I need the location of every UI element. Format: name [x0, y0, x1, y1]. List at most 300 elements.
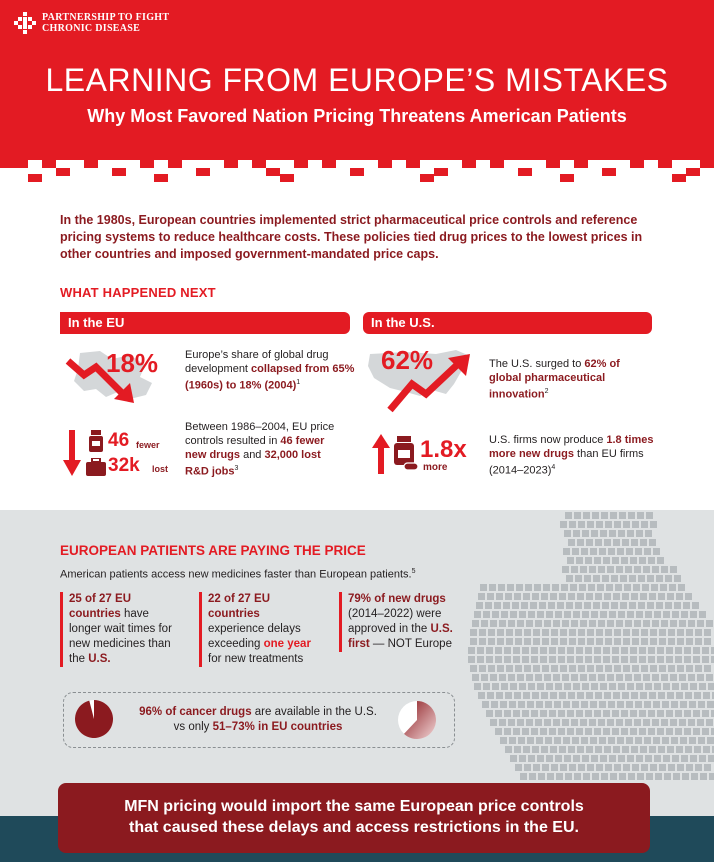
map-dot: [526, 674, 533, 681]
map-dot: [679, 719, 686, 726]
map-dot: [556, 773, 563, 780]
map-dot: [505, 692, 512, 699]
map-dot: [648, 728, 655, 735]
map-dot: [560, 638, 567, 645]
map-dot: [670, 566, 677, 573]
map-dot: [553, 674, 560, 681]
map-dot: [630, 647, 637, 654]
col1-a: 25 of 27 EU countries: [69, 593, 131, 620]
map-dot: [656, 602, 663, 609]
map-dot: [605, 665, 612, 672]
map-dot: [524, 764, 531, 771]
stat-column-approved-first: [339, 592, 454, 652]
map-dot: [568, 692, 575, 699]
map-dot: [686, 629, 693, 636]
map-dot: [617, 548, 624, 555]
map-dot: [566, 602, 573, 609]
pixel-block: [546, 160, 560, 168]
map-dot: [695, 638, 702, 645]
map-dot: [573, 530, 580, 537]
map-dot: [586, 692, 593, 699]
map-dot: [578, 521, 585, 528]
map-dot: [560, 521, 567, 528]
eu-pc-text-d: 32,000 lost R&D jobs: [185, 449, 321, 478]
map-dot: [650, 638, 657, 645]
patients-subheading-text: American patients access new medicines faster than European patients.: [60, 568, 412, 581]
map-dot: [694, 746, 701, 753]
map-dot: [617, 701, 624, 708]
map-dot: [533, 629, 540, 636]
map-dot: [554, 701, 561, 708]
col2-a: 22 of 27 EU countries: [208, 593, 270, 620]
map-dot: [580, 719, 587, 726]
map-dot: [689, 701, 696, 708]
up-arrow-icon: [372, 434, 390, 474]
map-dot: [521, 602, 528, 609]
map-dot: [658, 593, 665, 600]
map-dot: [702, 647, 709, 654]
map-dot: [683, 602, 690, 609]
map-dot: [585, 728, 592, 735]
map-dot: [562, 719, 569, 726]
map-dot: [560, 764, 567, 771]
map-dot: [532, 746, 539, 753]
map-dot: [531, 728, 538, 735]
map-dot: [513, 647, 520, 654]
map-dot: [533, 638, 540, 645]
map-dot: [592, 512, 599, 519]
map-dot: [672, 683, 679, 690]
logo-mark-icon: [14, 12, 36, 34]
map-dot: [499, 674, 506, 681]
map-dot: [661, 719, 668, 726]
map-dot: [578, 665, 585, 672]
eu-fewer-drugs-value: 46: [108, 430, 130, 451]
map-dot: [636, 611, 643, 618]
map-dot: [650, 665, 657, 672]
map-dot: [522, 656, 529, 663]
map-dot: [695, 629, 702, 636]
map-dot: [680, 701, 687, 708]
map-dot: [589, 566, 596, 573]
eu-pc-text-c: and: [240, 449, 265, 461]
us-share-value: 62%: [381, 345, 434, 375]
map-dot: [667, 593, 674, 600]
us-share-text-b: 62% of global pharmaceutical innovation: [489, 358, 620, 401]
map-dot: [595, 593, 602, 600]
map-dot: [667, 746, 674, 753]
map-dot: [697, 620, 704, 627]
map-dot: [595, 539, 602, 546]
map-dot: [616, 566, 623, 573]
intro-paragraph: In the 1980s, European countries implemented strict pharmaceutical price controls and reference pricing systems to reduce healthcare costs. These policies tied drug prices to the lowest prices in other countries and imposed government-mandated price caps.: [60, 213, 643, 261]
map-dot: [487, 593, 494, 600]
map-dot: [639, 728, 646, 735]
map-dot: [668, 638, 675, 645]
map-dot: [586, 746, 593, 753]
map-dot: [619, 512, 626, 519]
footnote-3: 3: [234, 465, 239, 472]
map-dot: [590, 737, 597, 744]
map-dot: [672, 611, 679, 618]
map-dot: [638, 575, 645, 582]
map-dot: [602, 602, 609, 609]
map-dot: [508, 620, 515, 627]
map-dot: [543, 584, 550, 591]
col2-d: for new treatments: [208, 653, 304, 665]
map-dot: [514, 746, 521, 753]
map-dot: [681, 755, 688, 762]
map-dot: [652, 566, 659, 573]
map-dot: [524, 665, 531, 672]
map-dot: [675, 728, 682, 735]
cta-line-1: MFN pricing would import the same European price controls: [124, 798, 584, 815]
pixel-block: [350, 168, 364, 176]
map-dot: [681, 683, 688, 690]
map-dot: [590, 548, 597, 555]
map-dot: [587, 638, 594, 645]
map-dot: [651, 584, 658, 591]
map-dot: [503, 602, 510, 609]
map-dot: [584, 575, 591, 582]
map-dot: [633, 584, 640, 591]
map-dot: [708, 755, 714, 762]
map-dot: [515, 638, 522, 645]
map-dot: [676, 593, 683, 600]
map-dot: [639, 557, 646, 564]
map-dot: [685, 692, 692, 699]
map-dot: [527, 701, 534, 708]
map-dot: [488, 665, 495, 672]
map-dot: [693, 710, 700, 717]
map-dot: [580, 566, 587, 573]
map-dot: [553, 620, 560, 627]
map-dot: [589, 620, 596, 627]
map-dot: [594, 647, 601, 654]
map-dot: [665, 602, 672, 609]
map-dot: [663, 611, 670, 618]
map-dot: [662, 701, 669, 708]
map-dot: [494, 602, 501, 609]
map-dot: [621, 557, 628, 564]
map-dot: [616, 719, 623, 726]
map-dot: [648, 557, 655, 564]
map-dot: [661, 566, 668, 573]
map-dot: [532, 692, 539, 699]
map-dot: [510, 683, 517, 690]
map-dot: [706, 620, 713, 627]
map-dot: [500, 737, 507, 744]
map-dot: [526, 620, 533, 627]
map-dot: [578, 764, 585, 771]
map-dot: [666, 710, 673, 717]
cta-banner: [58, 783, 650, 853]
pixel-block: [84, 160, 98, 168]
eu-fewer-drugs-unit: fewer: [136, 440, 160, 450]
map-dot: [640, 593, 647, 600]
map-dot: [564, 683, 571, 690]
map-dot: [545, 701, 552, 708]
map-dot: [595, 746, 602, 753]
map-dot: [676, 692, 683, 699]
map-dot: [582, 755, 589, 762]
pixel-block: [378, 160, 392, 168]
map-dot: [495, 647, 502, 654]
map-dot: [625, 719, 632, 726]
eu-pc-text-b: 46 fewer new drugs: [185, 435, 325, 461]
map-dot: [641, 521, 648, 528]
map-dot: [534, 584, 541, 591]
map-dot: [582, 683, 589, 690]
col2-b: experience delays exceeding: [208, 623, 301, 650]
map-dot: [677, 764, 684, 771]
map-dot: [677, 638, 684, 645]
map-dot: [639, 647, 646, 654]
map-dot: [666, 728, 673, 735]
map-dot: [558, 710, 565, 717]
map-dot: [634, 674, 641, 681]
footnote-4: 4: [551, 464, 556, 471]
map-dot: [485, 602, 492, 609]
pixel-block: [462, 160, 476, 168]
map-dot: [518, 701, 525, 708]
map-dot: [529, 773, 536, 780]
map-dot: [620, 575, 627, 582]
map-dot: [536, 701, 543, 708]
map-dot: [496, 593, 503, 600]
map-dot: [567, 647, 574, 654]
map-dot: [523, 746, 530, 753]
map-dot: [589, 719, 596, 726]
footnote-2: 2: [544, 388, 549, 395]
map-dot: [537, 611, 544, 618]
map-dot: [504, 728, 511, 735]
map-dot: [489, 584, 496, 591]
map-dot: [707, 701, 714, 708]
map-dot: [487, 692, 494, 699]
map-dot: [478, 692, 485, 699]
map-dot: [594, 656, 601, 663]
map-dot: [607, 719, 614, 726]
map-dot: [522, 710, 529, 717]
map-dot: [625, 674, 632, 681]
map-dot: [697, 674, 704, 681]
map-dot: [627, 611, 634, 618]
eu-share-text-a: Europe’s share of global drug development: [185, 349, 329, 375]
map-dot: [640, 539, 647, 546]
map-dot: [632, 764, 639, 771]
map-dot: [548, 602, 555, 609]
map-dot: [479, 665, 486, 672]
map-dot: [673, 773, 680, 780]
map-dot: [694, 692, 701, 699]
map-dot: [619, 773, 626, 780]
map-dot: [561, 584, 568, 591]
map-dot: [609, 611, 616, 618]
footnote-1: 1: [296, 379, 301, 386]
map-dot: [582, 611, 589, 618]
map-dot: [598, 719, 605, 726]
map-dot: [582, 530, 589, 537]
map-dot: [660, 584, 667, 591]
map-dot: [569, 665, 576, 672]
map-dot: [506, 638, 513, 645]
section-heading-patients: EUROPEAN PATIENTS ARE PAYING THE PRICE: [60, 543, 366, 558]
eu-share-text-b: collapsed from 65% (1960s) to 18% (2004): [185, 363, 355, 392]
pixel-block: [322, 160, 336, 168]
map-dot: [558, 656, 565, 663]
map-dot: [630, 710, 637, 717]
map-dot: [602, 575, 609, 582]
pixel-block: [294, 160, 308, 168]
map-dot: [486, 656, 493, 663]
us-share-text: [489, 357, 651, 402]
map-dot: [628, 512, 635, 519]
map-dot: [617, 737, 624, 744]
map-dot: [677, 665, 684, 672]
map-dot: [645, 755, 652, 762]
map-dot: [488, 629, 495, 636]
cta-line-2: that caused these delays and access restrictions in the EU.: [129, 819, 579, 836]
map-dot: [531, 647, 538, 654]
map-dot: [685, 746, 692, 753]
map-dot: [549, 647, 556, 654]
col3-b: (2014–2022) were approved in the: [348, 608, 442, 635]
map-dot: [610, 773, 617, 780]
map-dot: [585, 710, 592, 717]
map-dot: [695, 764, 702, 771]
map-dot: [631, 746, 638, 753]
map-dot: [563, 737, 570, 744]
map-dot: [541, 593, 548, 600]
map-dot: [608, 701, 615, 708]
map-dot: [693, 647, 700, 654]
map-dot: [497, 629, 504, 636]
map-dot: [632, 521, 639, 528]
pixel-block: [224, 160, 238, 168]
pixel-block: [658, 160, 672, 168]
col1-b: have longer wait times for new medicines than the: [69, 608, 172, 665]
map-dot: [675, 656, 682, 663]
map-dot: [709, 773, 714, 780]
map-dot: [629, 575, 636, 582]
map-dot: [682, 773, 689, 780]
map-dot: [523, 692, 530, 699]
map-dot: [693, 728, 700, 735]
map-dot: [659, 629, 666, 636]
map-dot: [631, 593, 638, 600]
map-dot: [599, 701, 606, 708]
map-dot: [606, 584, 613, 591]
map-dot: [599, 737, 606, 744]
map-dot: [702, 656, 709, 663]
map-dot: [514, 593, 521, 600]
pill-bottle-icon: [88, 430, 106, 452]
map-dot: [628, 773, 635, 780]
map-dot: [607, 566, 614, 573]
map-dot: [690, 755, 697, 762]
stat-column-delays: [199, 592, 314, 667]
map-dot: [693, 656, 700, 663]
map-dot: [612, 557, 619, 564]
map-dot: [550, 692, 557, 699]
map-dot: [621, 728, 628, 735]
map-dot: [490, 674, 497, 681]
map-dot: [691, 773, 698, 780]
pixel-block: [168, 160, 182, 168]
map-dot: [657, 557, 664, 564]
map-dot: [659, 665, 666, 672]
pixel-block: [406, 160, 420, 168]
map-dot: [472, 674, 479, 681]
map-dot: [688, 620, 695, 627]
cancer-d: 51–73% in EU countries: [212, 721, 343, 733]
map-dot: [504, 656, 511, 663]
map-dot: [703, 692, 710, 699]
map-dot: [470, 638, 477, 645]
map-dot: [613, 692, 620, 699]
map-dot: [635, 737, 642, 744]
map-dot: [566, 575, 573, 582]
map-dot: [572, 737, 579, 744]
map-dot: [470, 629, 477, 636]
map-dot: [527, 737, 534, 744]
map-dot: [486, 647, 493, 654]
map-dot: [518, 737, 525, 744]
map-dot: [603, 647, 610, 654]
map-dot: [513, 728, 520, 735]
map-dot: [695, 665, 702, 672]
map-dot: [507, 584, 514, 591]
header: [0, 0, 714, 186]
map-dot: [684, 728, 691, 735]
map-dot: [524, 629, 531, 636]
map-dot: [657, 728, 664, 735]
map-dot: [499, 620, 506, 627]
eu-share-text: [185, 348, 355, 393]
map-dot: [550, 593, 557, 600]
pixel-block: [602, 168, 616, 176]
map-dot: [517, 719, 524, 726]
map-dot: [699, 755, 706, 762]
map-dot: [549, 728, 556, 735]
logo-line-1: PARTNERSHIP TO FIGHT: [42, 12, 170, 23]
map-dot: [627, 683, 634, 690]
map-dot: [569, 521, 576, 528]
map-dot: [495, 710, 502, 717]
map-dot: [645, 530, 652, 537]
col1-c: U.S.: [88, 653, 111, 665]
map-dot: [611, 602, 618, 609]
map-dot: [604, 746, 611, 753]
map-dot: [658, 746, 665, 753]
map-dot: [634, 566, 641, 573]
map-dot: [509, 737, 516, 744]
map-dot: [611, 575, 618, 582]
map-dot: [576, 710, 583, 717]
map-dot: [551, 629, 558, 636]
map-dot: [562, 620, 569, 627]
map-dot: [525, 584, 532, 591]
eu-label-bar: In the EU: [60, 312, 350, 334]
map-dot: [544, 620, 551, 627]
map-dot: [482, 701, 489, 708]
map-dot: [618, 530, 625, 537]
pixel-border: [0, 160, 714, 186]
map-dot: [501, 683, 508, 690]
map-dot: [655, 773, 662, 780]
map-dot: [697, 719, 704, 726]
